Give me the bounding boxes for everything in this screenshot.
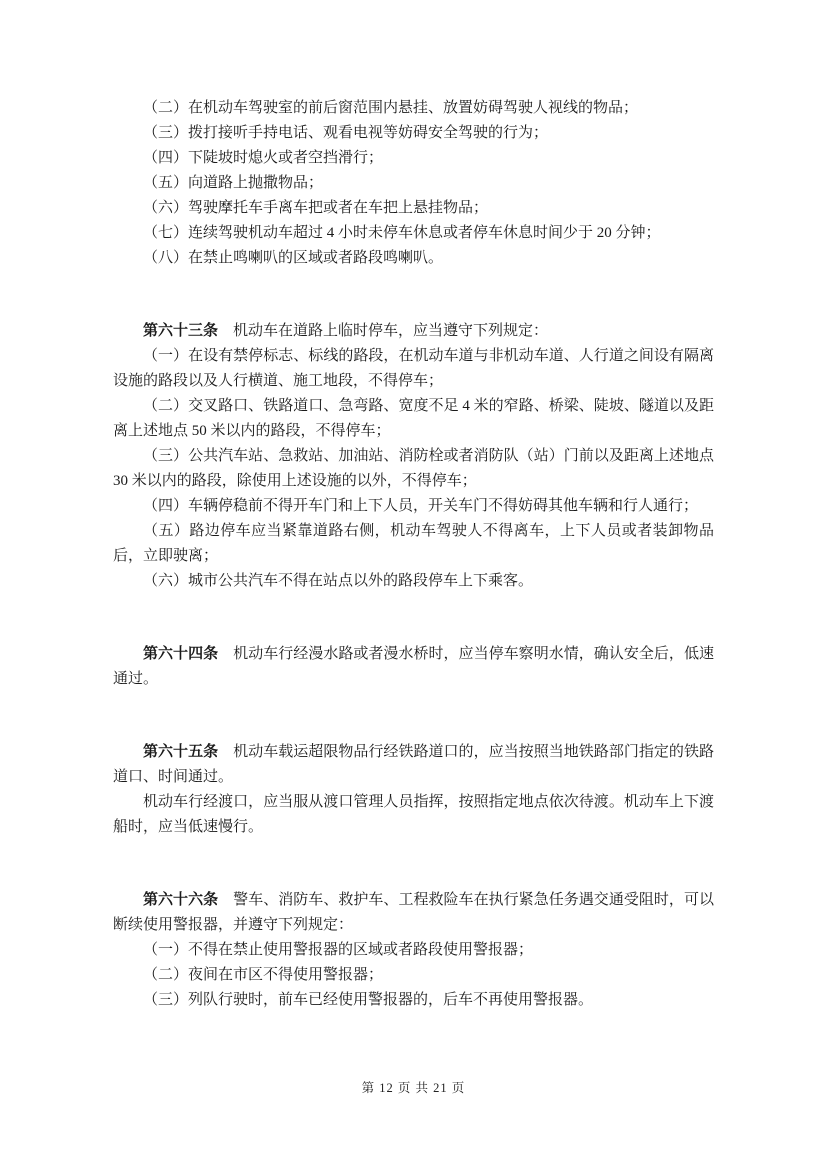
list-item-8: （八）在禁止鸣喇叭的区域或者路段鸣喇叭。 [143,250,444,266]
article-63-item-6: （六）城市公共汽车不得在站点以外的路段停车上下乘客。 [143,573,534,589]
page-number-footer: 第 12 页 共 21 页 [361,1081,466,1095]
article-63-item-2: （二）交叉路口、铁路道口、急弯路、宽度不足 4 米的窄路、桥梁、陡坡、隧道以及距离上述地点 50 米以内的路段，不得停车； [113,398,714,439]
article-65-paragraph-2: 机动车行经渡口，应当服从渡口管理人员指挥，按照指定地点依次待渡。机动车上下渡船时，应当低速慢行。 [113,794,714,835]
article-66-heading: 第六十六条 警车、消防车、救护车、工程救险车在执行紧急任务遇交通受阻时，可以断续使用警报器，并遵守下列规定： [113,892,714,933]
article-66-item-2: （二）夜间在市区不得使用警报器； [143,967,384,983]
list-item-2: （二）在机动车驾驶室的前后窗范围内悬挂、放置妨碍驾驶人视线的物品； [143,100,639,116]
article-66-number: 第六十六条 [143,892,219,908]
article-63-item-4: （四）车辆停稳前不得开车门和上下人员，开关车门不得妨碍其他车辆和行人通行； [143,498,699,514]
article-66-item-3: （三）列队行驶时，前车已经使用警报器的，后车不再使用警报器。 [143,992,594,1008]
article-64-number: 第六十四条 [143,646,219,662]
document-body [113,96,714,1013]
list-item-6: （六）驾驶摩托车手离车把或者在车把上悬挂物品； [143,200,489,216]
list-item-7: （七）连续驾驶机动车超过 4 小时未停车休息或者停车休息时间少于 20 分钟； [143,225,661,241]
article-65-number: 第六十五条 [143,744,219,760]
article-63-item-1: （一）在设有禁停标志、标线的路段，在机动车道与非机动车道、人行道之间设有隔离设施的路段以及人行横道、施工地段，不得停车； [113,348,714,389]
list-item-5: （五）向道路上抛撒物品； [143,175,324,191]
article-64-paragraph: 第六十四条 机动车行经漫水路或者漫水桥时，应当停车察明水情，确认安全后，低速通过。 [113,646,714,687]
list-item-3: （三）拨打接听手持电话、观看电视等妨碍安全驾驶的行为； [143,125,549,141]
article-66-item-1: （一）不得在禁止使用警报器的区域或者路段使用警报器； [143,942,534,958]
article-63-item-5: （五）路边停车应当紧靠道路右侧，机动车驾驶人不得离车，上下人员或者装卸物品后，立即驶离； [113,523,714,564]
article-63-heading: 第六十三条 机动车在道路上临时停车，应当遵守下列规定： [143,323,549,339]
article-65-paragraph-1: 第六十五条 机动车载运超限物品行经铁路道口的，应当按照当地铁路部门指定的铁路道口、时间通过。 [113,744,714,785]
article-63-item-3: （三）公共汽车站、急救站、加油站、消防栓或者消防队（站）门前以及距离上述地点 30 米以内的路段，除使用上述设施的以外，不得停车； [113,448,714,489]
list-item-4: （四）下陡坡时熄火或者空挡滑行； [143,150,384,166]
article-63-number: 第六十三条 [143,323,219,339]
